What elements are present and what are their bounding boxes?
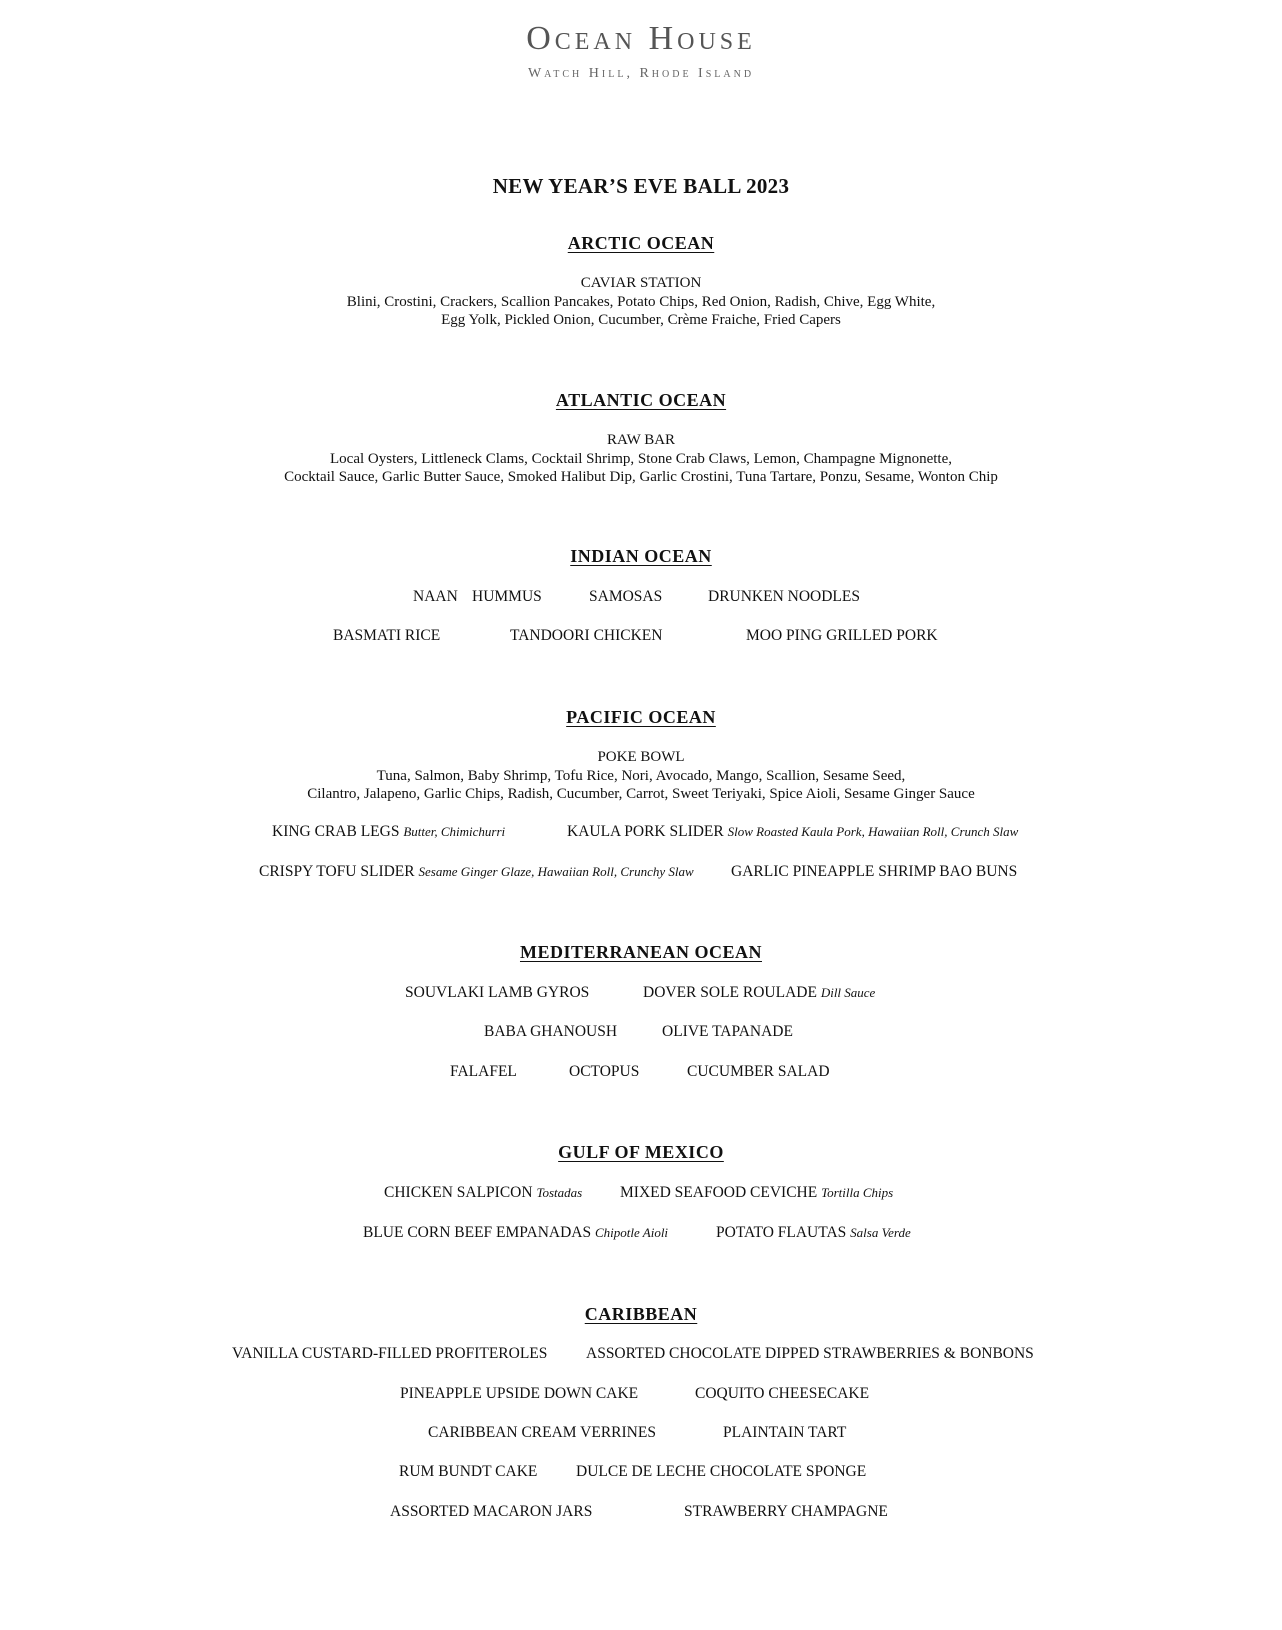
menu-item: NAAN <box>413 588 458 605</box>
menu-item: DULCE DE LECHE CHOCOLATE SPONGE <box>576 1463 867 1480</box>
station-line: Blini, Crostini, Crackers, Scallion Pancakes, Potato Chips, Red Onion, Radish, Chive, Egg White, <box>346 293 936 310</box>
menu-item: PINEAPPLE UPSIDE DOWN CAKE <box>400 1385 639 1402</box>
arctic-caviar-station <box>0 274 1282 330</box>
menu-item: COQUITO CHEESECAKE <box>695 1385 870 1402</box>
menu-item <box>731 863 1017 881</box>
menu-item <box>569 1063 639 1081</box>
section-heading-arctic: ARCTIC OCEAN <box>567 233 715 253</box>
station-line: Cilantro, Jalapeno, Garlic Chips, Radish, Cucumber, Carrot, Sweet Teriyaki, Spice Aioli, Sesame Ginger Sauce <box>307 786 975 802</box>
menu-item: SAMOSAS <box>589 588 663 605</box>
caribbean-row-4 <box>0 1463 1282 1483</box>
pacific-row-1 <box>0 823 1282 843</box>
item-name: FALAFEL <box>450 1063 517 1080</box>
station-name: POKE BOWL <box>597 749 685 765</box>
menu-item: BASMATI RICE <box>333 627 441 644</box>
station-line: Egg Yolk, Pickled Onion, Cucumber, Crème Fraiche, Fried Capers <box>441 312 841 328</box>
menu-item: TANDOORI CHICKEN <box>510 627 663 644</box>
item-note: Tostadas <box>536 1185 583 1200</box>
menu-item <box>450 1063 517 1081</box>
menu-item: CARIBBEAN CREAM VERRINES <box>428 1424 656 1441</box>
section-heading-gulf: GULF OF MEXICO <box>558 1142 724 1162</box>
mediterranean-row-3 <box>0 1063 1282 1083</box>
menu-item: MOO PING GRILLED PORK <box>746 627 938 644</box>
logo-location: Watch Hill, Rhode Island <box>527 66 755 81</box>
menu-item: PLAINTAIN TART <box>723 1424 847 1441</box>
menu-item <box>384 1184 582 1202</box>
item-note: Tortilla Chips <box>821 1185 894 1200</box>
indian-row-2 <box>0 627 1282 647</box>
item-name: KING CRAB LEGS <box>272 823 400 840</box>
section-heading-indian: INDIAN OCEAN <box>570 546 712 566</box>
station-line: Cocktail Sauce, Garlic Butter Sauce, Smoked Halibut Dip, Garlic Crostini, Tuna Tartare, Ponzu, Sesame, Wonton Chip <box>284 469 998 485</box>
menu-item: VANILLA CUSTARD-FILLED PROFITEROLES <box>232 1345 548 1362</box>
item-name: SOUVLAKI LAMB GYROS <box>405 984 590 1001</box>
menu-item: ASSORTED CHOCOLATE DIPPED STRAWBERRIES & BONBONS <box>586 1345 1034 1362</box>
item-note: Sesame Ginger Glaze, Hawaiian Roll, Crunchy Slaw <box>418 864 694 879</box>
station-line: Local Oysters, Littleneck Clams, Cocktail Shrimp, Stone Crab Claws, Lemon, Champagne Mignonette, <box>330 450 952 467</box>
item-name: OCTOPUS <box>569 1063 640 1080</box>
section-heading-caribbean: CARIBBEAN <box>584 1304 698 1324</box>
menu-item <box>620 1184 893 1202</box>
menu-item <box>484 1023 617 1041</box>
page-title: NEW YEAR’S EVE BALL 2023 <box>492 174 790 198</box>
item-name: POTATO FLAUTAS <box>716 1224 847 1241</box>
caribbean-row-1 <box>0 1345 1282 1365</box>
ocean-house-logo <box>0 22 1282 82</box>
caribbean-row-2 <box>0 1385 1282 1405</box>
menu-item <box>363 1224 668 1242</box>
menu-item <box>567 823 1018 841</box>
item-name: KAULA PORK SLIDER <box>567 823 724 840</box>
pacific-poke-bowl <box>0 748 1282 804</box>
station-name: RAW BAR <box>606 432 676 448</box>
section-heading-atlantic: ATLANTIC OCEAN <box>555 390 727 410</box>
item-name: BLUE CORN BEEF EMPANADAS <box>363 1224 592 1241</box>
menu-item: DRUNKEN NOODLES <box>708 588 860 605</box>
item-note: Salsa Verde <box>850 1225 911 1240</box>
item-note: Butter, Chimichurri <box>403 824 506 839</box>
atlantic-raw-bar <box>0 431 1282 487</box>
menu-item <box>643 984 875 1002</box>
section-heading-pacific: PACIFIC OCEAN <box>566 707 716 727</box>
caribbean-row-5 <box>0 1503 1282 1523</box>
item-name: CRISPY TOFU SLIDER <box>259 863 415 880</box>
caribbean-row-3 <box>0 1424 1282 1444</box>
indian-row-1 <box>0 588 1282 608</box>
item-name: DOVER SOLE ROULADE <box>643 984 817 1001</box>
item-name: OLIVE TAPANADE <box>662 1023 793 1040</box>
item-note: Slow Roasted Kaula Pork, Hawaiian Roll, Crunch Slaw <box>727 824 1019 839</box>
pacific-row-2 <box>0 863 1282 883</box>
item-note: Dill Sauce <box>820 985 876 1000</box>
item-name: MIXED SEAFOOD CEVICHE <box>620 1184 818 1201</box>
item-name: CHICKEN SALPICON <box>384 1184 533 1201</box>
mediterranean-row-1 <box>0 984 1282 1004</box>
menu-item: STRAWBERRY CHAMPAGNE <box>684 1503 888 1520</box>
section-heading-mediterranean: MEDITERRANEAN OCEAN <box>519 942 762 962</box>
menu-item <box>259 863 694 881</box>
logo-name: Ocean House <box>526 20 756 57</box>
menu-item <box>716 1224 911 1242</box>
menu-item <box>687 1063 830 1081</box>
menu-item: ASSORTED MACARON JARS <box>390 1503 593 1520</box>
menu-item <box>272 823 505 841</box>
item-name: CUCUMBER SALAD <box>687 1063 830 1080</box>
station-name: CAVIAR STATION <box>580 275 702 291</box>
mediterranean-row-2 <box>0 1023 1282 1043</box>
item-name: GARLIC PINEAPPLE SHRIMP BAO BUNS <box>731 863 1018 880</box>
station-line: Tuna, Salmon, Baby Shrimp, Tofu Rice, Nori, Avocado, Mango, Scallion, Sesame Seed, <box>376 767 906 784</box>
item-note: Chipotle Aioli <box>594 1225 669 1240</box>
menu-item: HUMMUS <box>472 588 542 605</box>
gulf-row-1 <box>0 1184 1282 1204</box>
item-name: BABA GHANOUSH <box>484 1023 618 1040</box>
menu-item <box>662 1023 793 1041</box>
gulf-row-2 <box>0 1224 1282 1244</box>
menu-item <box>405 984 589 1002</box>
menu-item: RUM BUNDT CAKE <box>399 1463 538 1480</box>
